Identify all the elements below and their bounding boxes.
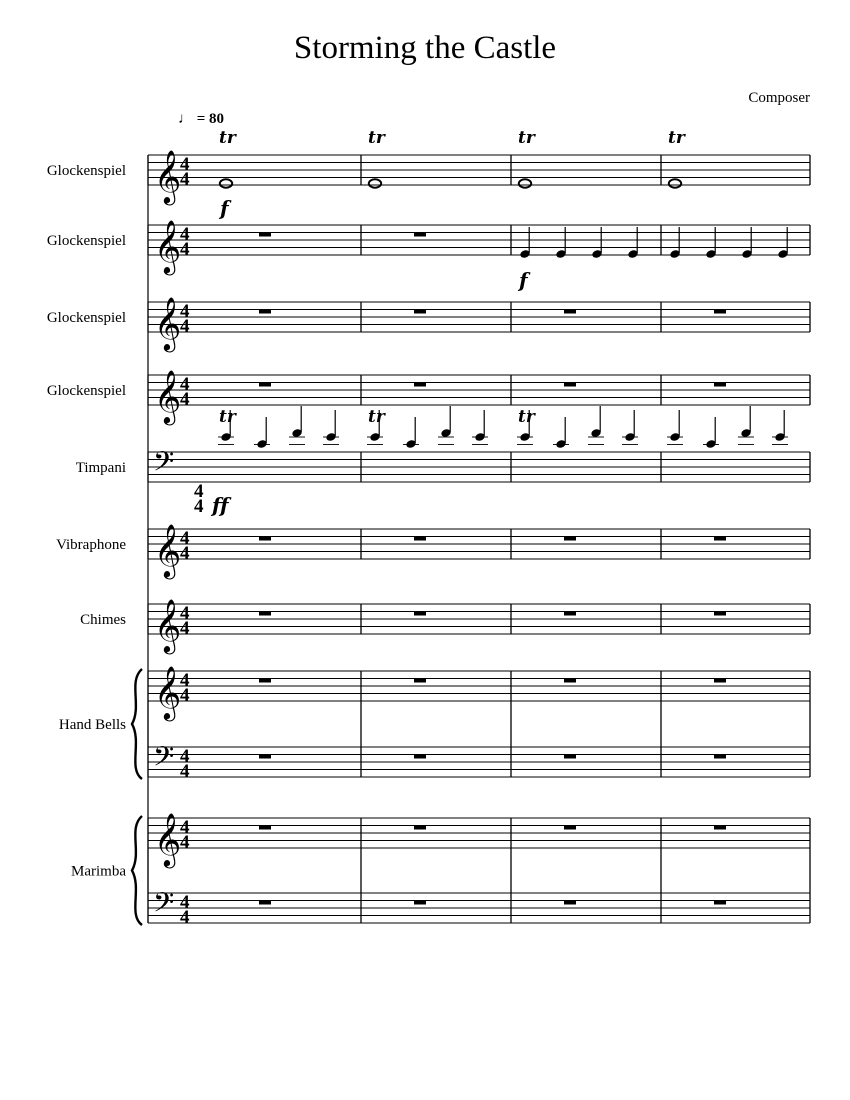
whole-rest: [564, 383, 576, 387]
time-signature-bottom: 4: [180, 832, 190, 853]
instrument-name: Glockenspiel: [46, 233, 126, 249]
treble-clef-icon: 𝄞: [154, 296, 182, 350]
whole-rest: [564, 755, 576, 759]
brace-icon: [132, 669, 142, 779]
trill-ornament: tr: [668, 128, 685, 148]
trill-ornament: tr: [219, 407, 236, 427]
instrument-name: Glockenspiel: [46, 310, 126, 326]
treble-clef-icon: 𝄞: [154, 812, 182, 866]
whole-rest: [259, 233, 271, 237]
time-signature-bottom: 4: [180, 316, 190, 337]
whole-rest: [564, 679, 576, 683]
whole-note: [369, 179, 381, 187]
treble-clef-icon: 𝄞: [154, 149, 182, 203]
instrument-name: Timpani: [75, 460, 126, 476]
whole-rest: [564, 310, 576, 314]
time-signature-top: 4: [180, 224, 190, 245]
whole-rest: [564, 826, 576, 830]
time-signature-top: 4: [180, 892, 190, 913]
whole-rest: [414, 901, 426, 905]
whole-rest: [714, 755, 726, 759]
time-signature-bottom: 4: [180, 389, 190, 410]
tempo-marking: ♩ = 80: [178, 111, 225, 127]
bass-clef-icon: 𝄢: [153, 886, 175, 925]
whole-rest: [414, 233, 426, 237]
whole-rest: [414, 383, 426, 387]
instrument-name: Glockenspiel: [46, 163, 126, 179]
whole-rest: [259, 383, 271, 387]
time-signature-top: 4: [180, 528, 190, 549]
whole-rest: [259, 537, 271, 541]
time-signature-top: 4: [180, 301, 190, 322]
whole-rest: [414, 679, 426, 683]
whole-rest: [259, 612, 271, 616]
whole-rest: [714, 537, 726, 541]
treble-clef-icon: 𝄞: [154, 598, 182, 652]
composer-name: Composer: [748, 90, 810, 106]
time-signature-bottom: 4: [180, 169, 190, 190]
instrument-name: Glockenspiel: [46, 383, 126, 399]
time-signature-top: 4: [180, 154, 190, 175]
time-signature-bottom: 4: [180, 761, 190, 782]
bass-clef-icon: 𝄢: [153, 445, 175, 484]
whole-rest: [414, 826, 426, 830]
time-signature-top: 4: [180, 374, 190, 395]
time-signature-bottom: 4: [180, 907, 190, 928]
time-signature-bottom: 4: [180, 239, 190, 260]
time-signature-bottom: 4: [180, 685, 190, 706]
whole-rest: [714, 679, 726, 683]
whole-rest: [564, 901, 576, 905]
whole-note: [220, 179, 232, 187]
treble-clef-icon: 𝄞: [154, 369, 182, 423]
time-signature-top: 4: [180, 746, 190, 767]
whole-rest: [414, 612, 426, 616]
time-signature-top: 4: [194, 481, 204, 502]
dynamic-marking: ff: [212, 493, 229, 517]
trill-ornament: tr: [219, 128, 236, 148]
whole-rest: [714, 612, 726, 616]
whole-rest: [259, 310, 271, 314]
instrument-name: Vibraphone: [56, 537, 126, 553]
whole-note: [519, 179, 531, 187]
brace-icon: [132, 816, 142, 925]
trill-ornament: tr: [518, 128, 535, 148]
time-signature-bottom: 4: [180, 618, 190, 639]
instrument-name: Hand Bells: [58, 717, 126, 733]
dynamic-marking: f: [220, 196, 229, 220]
bass-clef-icon: 𝄢: [153, 740, 175, 779]
treble-clef-icon: 𝄞: [154, 219, 182, 273]
whole-rest: [259, 826, 271, 830]
whole-rest: [259, 679, 271, 683]
whole-rest: [714, 383, 726, 387]
time-signature-top: 4: [180, 603, 190, 624]
time-signature-bottom: 4: [194, 496, 204, 517]
whole-rest: [259, 755, 271, 759]
treble-clef-icon: 𝄞: [154, 523, 182, 577]
trill-ornament: tr: [518, 407, 535, 427]
time-signature-top: 4: [180, 670, 190, 691]
instrument-name: Chimes: [80, 612, 126, 628]
trill-ornament: tr: [368, 407, 385, 427]
whole-rest: [564, 612, 576, 616]
dynamic-marking: f: [519, 268, 528, 292]
time-signature-top: 4: [180, 817, 190, 838]
whole-rest: [259, 901, 271, 905]
whole-rest: [414, 537, 426, 541]
whole-rest: [414, 755, 426, 759]
instrument-name: Marimba: [71, 863, 126, 880]
time-signature-bottom: 4: [180, 543, 190, 564]
whole-rest: [714, 901, 726, 905]
score-title: Storming the Castle: [293, 30, 557, 66]
trill-ornament: tr: [368, 128, 385, 148]
whole-note: [669, 179, 681, 187]
whole-rest: [714, 826, 726, 830]
treble-clef-icon: 𝄞: [154, 665, 182, 719]
whole-rest: [414, 310, 426, 314]
whole-rest: [714, 310, 726, 314]
whole-rest: [564, 537, 576, 541]
